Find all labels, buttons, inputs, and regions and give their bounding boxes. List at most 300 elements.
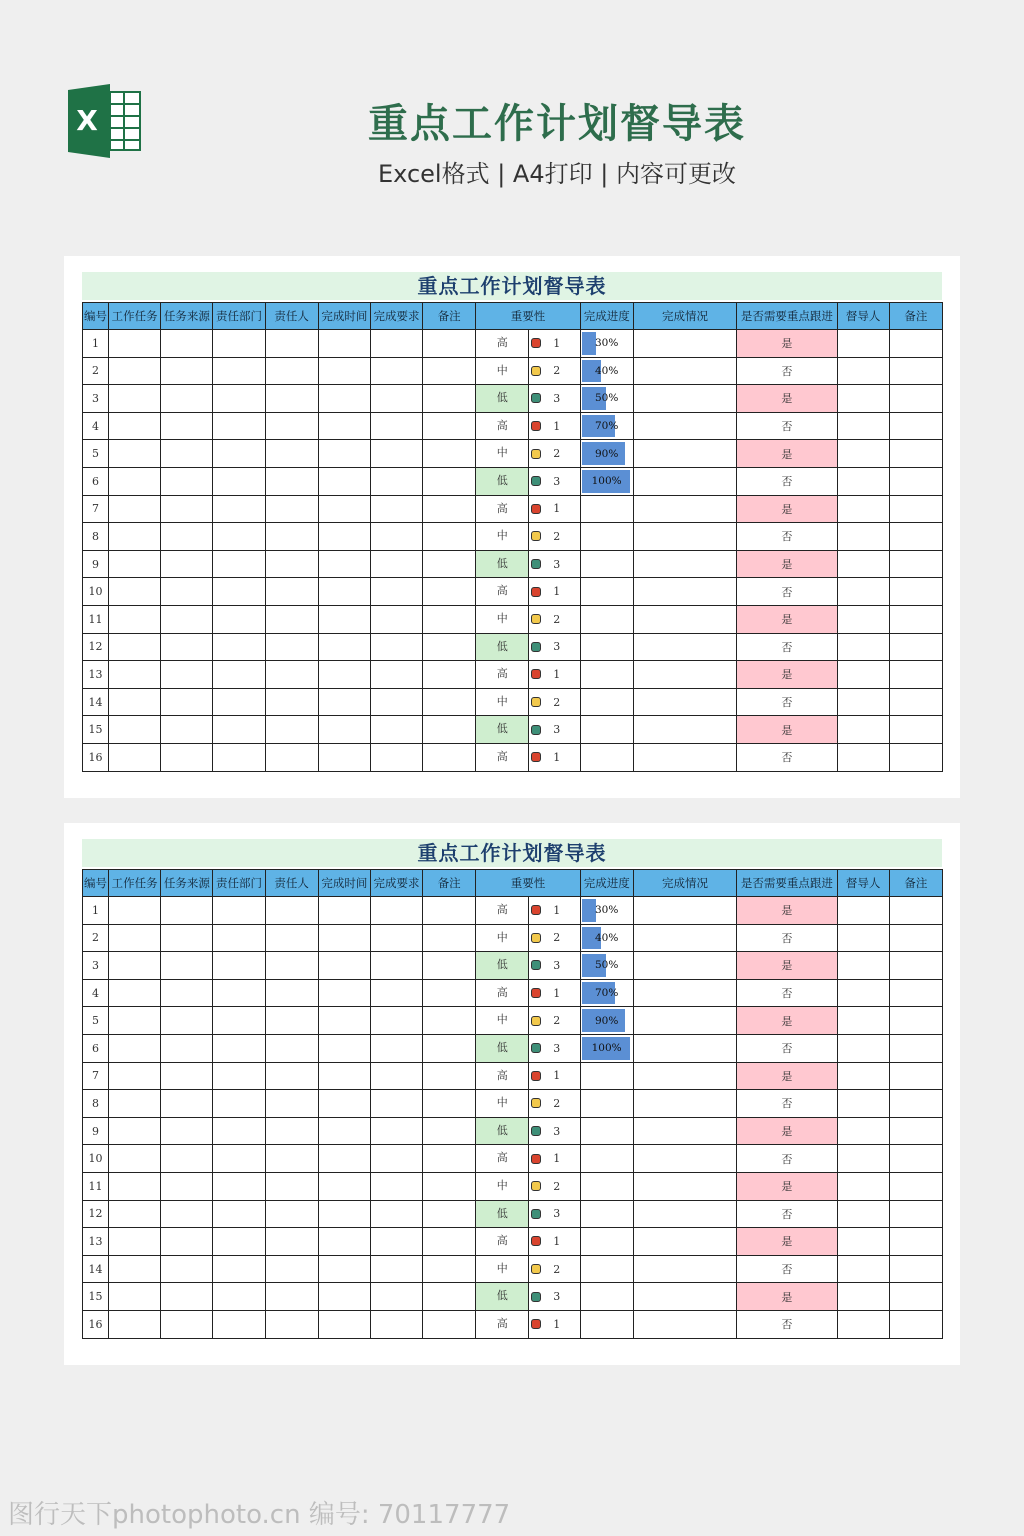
- importance-cell[interactable]: [476, 440, 580, 468]
- empty-cell[interactable]: [109, 357, 161, 385]
- progress-cell[interactable]: [580, 412, 633, 440]
- empty-cell[interactable]: [633, 495, 736, 523]
- empty-cell[interactable]: [161, 550, 213, 578]
- empty-cell[interactable]: [633, 743, 736, 771]
- progress-cell[interactable]: [580, 716, 633, 744]
- empty-cell[interactable]: [889, 550, 942, 578]
- empty-cell[interactable]: [213, 467, 265, 495]
- importance-cell[interactable]: [476, 467, 580, 495]
- empty-cell[interactable]: [213, 716, 265, 744]
- empty-cell[interactable]: [318, 924, 370, 952]
- row-number-cell[interactable]: 5: [83, 1007, 109, 1035]
- column-header[interactable]: 完成要求: [370, 303, 422, 330]
- empty-cell[interactable]: [889, 1255, 942, 1283]
- empty-cell[interactable]: [837, 440, 889, 468]
- empty-cell[interactable]: [633, 1090, 736, 1118]
- importance-cell[interactable]: [476, 1145, 580, 1173]
- empty-cell[interactable]: [318, 897, 370, 925]
- importance-cell[interactable]: [476, 979, 580, 1007]
- empty-cell[interactable]: [265, 952, 318, 980]
- empty-cell[interactable]: [837, 605, 889, 633]
- empty-cell[interactable]: [161, 1062, 213, 1090]
- empty-cell[interactable]: [889, 1034, 942, 1062]
- row-number-cell[interactable]: 14: [83, 1255, 109, 1283]
- empty-cell[interactable]: [633, 1255, 736, 1283]
- empty-cell[interactable]: [423, 1283, 476, 1311]
- column-header[interactable]: 备注: [423, 870, 476, 897]
- empty-cell[interactable]: [213, 1034, 265, 1062]
- importance-cell[interactable]: [476, 412, 580, 440]
- empty-cell[interactable]: [213, 633, 265, 661]
- empty-cell[interactable]: [161, 330, 213, 358]
- empty-cell[interactable]: [109, 385, 161, 413]
- empty-cell[interactable]: [318, 1007, 370, 1035]
- column-header[interactable]: 责任人: [265, 870, 318, 897]
- empty-cell[interactable]: [161, 1090, 213, 1118]
- empty-cell[interactable]: [633, 1200, 736, 1228]
- empty-cell[interactable]: [837, 357, 889, 385]
- empty-cell[interactable]: [889, 1310, 942, 1338]
- empty-cell[interactable]: [370, 385, 422, 413]
- row-number-cell[interactable]: 15: [83, 1283, 109, 1311]
- empty-cell[interactable]: [318, 716, 370, 744]
- empty-cell[interactable]: [161, 924, 213, 952]
- empty-cell[interactable]: [213, 1200, 265, 1228]
- empty-cell[interactable]: [161, 605, 213, 633]
- empty-cell[interactable]: [423, 467, 476, 495]
- empty-cell[interactable]: [889, 1228, 942, 1256]
- empty-cell[interactable]: [370, 440, 422, 468]
- importance-cell[interactable]: [476, 1283, 580, 1311]
- column-header[interactable]: 完成情况: [633, 303, 736, 330]
- empty-cell[interactable]: [633, 716, 736, 744]
- follow-up-cell[interactable]: 是: [737, 952, 837, 980]
- row-number-cell[interactable]: 4: [83, 412, 109, 440]
- progress-cell[interactable]: [580, 661, 633, 689]
- empty-cell[interactable]: [161, 688, 213, 716]
- empty-cell[interactable]: [370, 1007, 422, 1035]
- follow-up-cell[interactable]: 否: [737, 1200, 837, 1228]
- importance-cell[interactable]: [476, 1310, 580, 1338]
- empty-cell[interactable]: [318, 1255, 370, 1283]
- empty-cell[interactable]: [370, 1228, 422, 1256]
- empty-cell[interactable]: [265, 1007, 318, 1035]
- empty-cell[interactable]: [318, 1090, 370, 1118]
- importance-cell[interactable]: [476, 550, 580, 578]
- empty-cell[interactable]: [109, 924, 161, 952]
- empty-cell[interactable]: [370, 1172, 422, 1200]
- empty-cell[interactable]: [109, 979, 161, 1007]
- empty-cell[interactable]: [265, 1172, 318, 1200]
- empty-cell[interactable]: [318, 1117, 370, 1145]
- row-number-cell[interactable]: 13: [83, 1228, 109, 1256]
- row-number-cell[interactable]: 7: [83, 495, 109, 523]
- row-number-cell[interactable]: 3: [83, 385, 109, 413]
- empty-cell[interactable]: [161, 412, 213, 440]
- importance-cell[interactable]: [476, 743, 580, 771]
- empty-cell[interactable]: [109, 495, 161, 523]
- empty-cell[interactable]: [213, 523, 265, 551]
- empty-cell[interactable]: [109, 1172, 161, 1200]
- empty-cell[interactable]: [633, 979, 736, 1007]
- empty-cell[interactable]: [265, 385, 318, 413]
- follow-up-cell[interactable]: 是: [737, 495, 837, 523]
- empty-cell[interactable]: [633, 1283, 736, 1311]
- row-number-cell[interactable]: 2: [83, 924, 109, 952]
- empty-cell[interactable]: [889, 688, 942, 716]
- progress-cell[interactable]: [580, 357, 633, 385]
- empty-cell[interactable]: [423, 1117, 476, 1145]
- empty-cell[interactable]: [318, 661, 370, 689]
- row-number-cell[interactable]: 9: [83, 550, 109, 578]
- empty-cell[interactable]: [633, 688, 736, 716]
- importance-cell[interactable]: [476, 716, 580, 744]
- empty-cell[interactable]: [837, 550, 889, 578]
- empty-cell[interactable]: [423, 1034, 476, 1062]
- importance-cell[interactable]: [476, 605, 580, 633]
- column-header[interactable]: 重要性: [476, 303, 580, 330]
- empty-cell[interactable]: [633, 605, 736, 633]
- empty-cell[interactable]: [889, 1062, 942, 1090]
- empty-cell[interactable]: [370, 1034, 422, 1062]
- empty-cell[interactable]: [633, 1062, 736, 1090]
- empty-cell[interactable]: [318, 412, 370, 440]
- follow-up-cell[interactable]: 否: [737, 578, 837, 606]
- empty-cell[interactable]: [837, 495, 889, 523]
- empty-cell[interactable]: [423, 357, 476, 385]
- empty-cell[interactable]: [837, 897, 889, 925]
- empty-cell[interactable]: [889, 440, 942, 468]
- empty-cell[interactable]: [318, 578, 370, 606]
- empty-cell[interactable]: [423, 605, 476, 633]
- row-number-cell[interactable]: 15: [83, 716, 109, 744]
- empty-cell[interactable]: [265, 440, 318, 468]
- follow-up-cell[interactable]: 否: [737, 523, 837, 551]
- importance-cell[interactable]: [476, 1172, 580, 1200]
- empty-cell[interactable]: [889, 1117, 942, 1145]
- importance-cell[interactable]: [476, 688, 580, 716]
- progress-cell[interactable]: [580, 1007, 633, 1035]
- empty-cell[interactable]: [161, 952, 213, 980]
- column-header[interactable]: 备注: [889, 303, 942, 330]
- follow-up-cell[interactable]: 是: [737, 385, 837, 413]
- empty-cell[interactable]: [633, 467, 736, 495]
- column-header[interactable]: 完成时间: [318, 870, 370, 897]
- follow-up-cell[interactable]: 是: [737, 1007, 837, 1035]
- empty-cell[interactable]: [633, 330, 736, 358]
- empty-cell[interactable]: [423, 743, 476, 771]
- empty-cell[interactable]: [633, 440, 736, 468]
- importance-cell[interactable]: [476, 1007, 580, 1035]
- empty-cell[interactable]: [837, 467, 889, 495]
- empty-cell[interactable]: [265, 716, 318, 744]
- follow-up-cell[interactable]: 否: [737, 979, 837, 1007]
- empty-cell[interactable]: [265, 897, 318, 925]
- column-header[interactable]: 责任部门: [213, 870, 265, 897]
- empty-cell[interactable]: [161, 440, 213, 468]
- follow-up-cell[interactable]: 否: [737, 743, 837, 771]
- empty-cell[interactable]: [889, 357, 942, 385]
- empty-cell[interactable]: [109, 1310, 161, 1338]
- empty-cell[interactable]: [213, 357, 265, 385]
- empty-cell[interactable]: [265, 550, 318, 578]
- empty-cell[interactable]: [370, 661, 422, 689]
- empty-cell[interactable]: [370, 979, 422, 1007]
- empty-cell[interactable]: [318, 1145, 370, 1173]
- empty-cell[interactable]: [265, 412, 318, 440]
- empty-cell[interactable]: [837, 661, 889, 689]
- row-number-cell[interactable]: 7: [83, 1062, 109, 1090]
- column-header[interactable]: 完成进度: [580, 870, 633, 897]
- empty-cell[interactable]: [318, 440, 370, 468]
- empty-cell[interactable]: [109, 550, 161, 578]
- empty-cell[interactable]: [889, 1090, 942, 1118]
- empty-cell[interactable]: [213, 1172, 265, 1200]
- empty-cell[interactable]: [109, 523, 161, 551]
- empty-cell[interactable]: [370, 716, 422, 744]
- empty-cell[interactable]: [109, 897, 161, 925]
- empty-cell[interactable]: [109, 1283, 161, 1311]
- empty-cell[interactable]: [213, 330, 265, 358]
- empty-cell[interactable]: [213, 1145, 265, 1173]
- column-header[interactable]: 是否需要重点跟进: [737, 870, 837, 897]
- empty-cell[interactable]: [837, 1283, 889, 1311]
- empty-cell[interactable]: [265, 1117, 318, 1145]
- empty-cell[interactable]: [265, 357, 318, 385]
- empty-cell[interactable]: [889, 1172, 942, 1200]
- empty-cell[interactable]: [837, 952, 889, 980]
- empty-cell[interactable]: [213, 1062, 265, 1090]
- row-number-cell[interactable]: 11: [83, 605, 109, 633]
- empty-cell[interactable]: [837, 1062, 889, 1090]
- follow-up-cell[interactable]: 是: [737, 330, 837, 358]
- row-number-cell[interactable]: 16: [83, 743, 109, 771]
- empty-cell[interactable]: [423, 1172, 476, 1200]
- empty-cell[interactable]: [318, 952, 370, 980]
- empty-cell[interactable]: [423, 550, 476, 578]
- empty-cell[interactable]: [161, 385, 213, 413]
- row-number-cell[interactable]: 3: [83, 952, 109, 980]
- empty-cell[interactable]: [370, 1090, 422, 1118]
- empty-cell[interactable]: [889, 897, 942, 925]
- empty-cell[interactable]: [109, 1117, 161, 1145]
- empty-cell[interactable]: [265, 661, 318, 689]
- progress-cell[interactable]: [580, 605, 633, 633]
- empty-cell[interactable]: [423, 924, 476, 952]
- empty-cell[interactable]: [370, 1283, 422, 1311]
- empty-cell[interactable]: [213, 1007, 265, 1035]
- empty-cell[interactable]: [213, 1090, 265, 1118]
- follow-up-cell[interactable]: 是: [737, 440, 837, 468]
- empty-cell[interactable]: [423, 1255, 476, 1283]
- empty-cell[interactable]: [213, 661, 265, 689]
- follow-up-cell[interactable]: 是: [737, 661, 837, 689]
- empty-cell[interactable]: [213, 979, 265, 1007]
- column-header[interactable]: 责任部门: [213, 303, 265, 330]
- follow-up-cell[interactable]: 是: [737, 1283, 837, 1311]
- importance-cell[interactable]: [476, 897, 580, 925]
- empty-cell[interactable]: [423, 578, 476, 606]
- empty-cell[interactable]: [837, 412, 889, 440]
- empty-cell[interactable]: [423, 716, 476, 744]
- empty-cell[interactable]: [837, 924, 889, 952]
- empty-cell[interactable]: [423, 688, 476, 716]
- follow-up-cell[interactable]: 是: [737, 550, 837, 578]
- empty-cell[interactable]: [109, 1090, 161, 1118]
- empty-cell[interactable]: [318, 550, 370, 578]
- empty-cell[interactable]: [370, 605, 422, 633]
- empty-cell[interactable]: [889, 523, 942, 551]
- empty-cell[interactable]: [889, 924, 942, 952]
- follow-up-cell[interactable]: 否: [737, 467, 837, 495]
- empty-cell[interactable]: [109, 440, 161, 468]
- empty-cell[interactable]: [633, 1034, 736, 1062]
- empty-cell[interactable]: [265, 467, 318, 495]
- empty-cell[interactable]: [889, 385, 942, 413]
- progress-cell[interactable]: [580, 1310, 633, 1338]
- empty-cell[interactable]: [213, 605, 265, 633]
- importance-cell[interactable]: [476, 357, 580, 385]
- follow-up-cell[interactable]: 是: [737, 716, 837, 744]
- column-header[interactable]: 督导人: [837, 303, 889, 330]
- empty-cell[interactable]: [889, 1007, 942, 1035]
- progress-cell[interactable]: [580, 385, 633, 413]
- empty-cell[interactable]: [837, 1228, 889, 1256]
- progress-cell[interactable]: [580, 897, 633, 925]
- empty-cell[interactable]: [265, 1255, 318, 1283]
- empty-cell[interactable]: [109, 633, 161, 661]
- empty-cell[interactable]: [109, 330, 161, 358]
- empty-cell[interactable]: [161, 1007, 213, 1035]
- progress-cell[interactable]: [580, 1200, 633, 1228]
- empty-cell[interactable]: [161, 1172, 213, 1200]
- empty-cell[interactable]: [265, 743, 318, 771]
- empty-cell[interactable]: [370, 1062, 422, 1090]
- empty-cell[interactable]: [161, 1117, 213, 1145]
- empty-cell[interactable]: [370, 467, 422, 495]
- follow-up-cell[interactable]: 是: [737, 1228, 837, 1256]
- empty-cell[interactable]: [837, 743, 889, 771]
- importance-cell[interactable]: [476, 1255, 580, 1283]
- empty-cell[interactable]: [423, 1062, 476, 1090]
- follow-up-cell[interactable]: 否: [737, 1255, 837, 1283]
- empty-cell[interactable]: [109, 952, 161, 980]
- progress-cell[interactable]: [580, 1228, 633, 1256]
- empty-cell[interactable]: [837, 1172, 889, 1200]
- empty-cell[interactable]: [265, 1145, 318, 1173]
- empty-cell[interactable]: [370, 330, 422, 358]
- empty-cell[interactable]: [633, 578, 736, 606]
- importance-cell[interactable]: [476, 330, 580, 358]
- empty-cell[interactable]: [633, 385, 736, 413]
- column-header[interactable]: 完成情况: [633, 870, 736, 897]
- empty-cell[interactable]: [370, 1255, 422, 1283]
- progress-cell[interactable]: [580, 1062, 633, 1090]
- importance-cell[interactable]: [476, 385, 580, 413]
- importance-cell[interactable]: [476, 523, 580, 551]
- empty-cell[interactable]: [370, 1200, 422, 1228]
- column-header[interactable]: 责任人: [265, 303, 318, 330]
- progress-cell[interactable]: [580, 952, 633, 980]
- empty-cell[interactable]: [837, 1034, 889, 1062]
- progress-cell[interactable]: [580, 440, 633, 468]
- empty-cell[interactable]: [109, 1145, 161, 1173]
- empty-cell[interactable]: [109, 688, 161, 716]
- progress-cell[interactable]: [580, 1117, 633, 1145]
- empty-cell[interactable]: [633, 550, 736, 578]
- column-header[interactable]: 完成进度: [580, 303, 633, 330]
- empty-cell[interactable]: [161, 1310, 213, 1338]
- empty-cell[interactable]: [161, 1228, 213, 1256]
- empty-cell[interactable]: [265, 1200, 318, 1228]
- empty-cell[interactable]: [423, 440, 476, 468]
- empty-cell[interactable]: [318, 743, 370, 771]
- column-header[interactable]: 完成要求: [370, 870, 422, 897]
- empty-cell[interactable]: [265, 578, 318, 606]
- empty-cell[interactable]: [265, 1228, 318, 1256]
- column-header[interactable]: 任务来源: [161, 303, 213, 330]
- progress-cell[interactable]: [580, 1255, 633, 1283]
- empty-cell[interactable]: [370, 495, 422, 523]
- empty-cell[interactable]: [109, 661, 161, 689]
- empty-cell[interactable]: [370, 412, 422, 440]
- follow-up-cell[interactable]: 否: [737, 357, 837, 385]
- empty-cell[interactable]: [213, 550, 265, 578]
- empty-cell[interactable]: [889, 495, 942, 523]
- progress-cell[interactable]: [580, 1172, 633, 1200]
- column-header[interactable]: 编号: [83, 870, 109, 897]
- empty-cell[interactable]: [633, 357, 736, 385]
- column-header[interactable]: 重要性: [476, 870, 580, 897]
- empty-cell[interactable]: [161, 743, 213, 771]
- empty-cell[interactable]: [213, 495, 265, 523]
- empty-cell[interactable]: [318, 633, 370, 661]
- empty-cell[interactable]: [423, 1228, 476, 1256]
- empty-cell[interactable]: [837, 1255, 889, 1283]
- empty-cell[interactable]: [889, 578, 942, 606]
- empty-cell[interactable]: [633, 1117, 736, 1145]
- empty-cell[interactable]: [370, 633, 422, 661]
- progress-cell[interactable]: [580, 633, 633, 661]
- row-number-cell[interactable]: 10: [83, 578, 109, 606]
- empty-cell[interactable]: [633, 1172, 736, 1200]
- empty-cell[interactable]: [889, 1283, 942, 1311]
- empty-cell[interactable]: [109, 1007, 161, 1035]
- empty-cell[interactable]: [837, 1117, 889, 1145]
- importance-cell[interactable]: [476, 661, 580, 689]
- empty-cell[interactable]: [265, 1310, 318, 1338]
- empty-cell[interactable]: [161, 578, 213, 606]
- empty-cell[interactable]: [633, 1007, 736, 1035]
- empty-cell[interactable]: [889, 661, 942, 689]
- empty-cell[interactable]: [837, 633, 889, 661]
- empty-cell[interactable]: [265, 1062, 318, 1090]
- empty-cell[interactable]: [161, 357, 213, 385]
- empty-cell[interactable]: [370, 523, 422, 551]
- empty-cell[interactable]: [161, 979, 213, 1007]
- empty-cell[interactable]: [370, 550, 422, 578]
- empty-cell[interactable]: [213, 385, 265, 413]
- column-header[interactable]: 工作任务: [109, 870, 161, 897]
- empty-cell[interactable]: [213, 924, 265, 952]
- empty-cell[interactable]: [213, 688, 265, 716]
- column-header[interactable]: 备注: [889, 870, 942, 897]
- row-number-cell[interactable]: 2: [83, 357, 109, 385]
- empty-cell[interactable]: [109, 605, 161, 633]
- progress-cell[interactable]: [580, 1283, 633, 1311]
- follow-up-cell[interactable]: 否: [737, 412, 837, 440]
- importance-cell[interactable]: [476, 924, 580, 952]
